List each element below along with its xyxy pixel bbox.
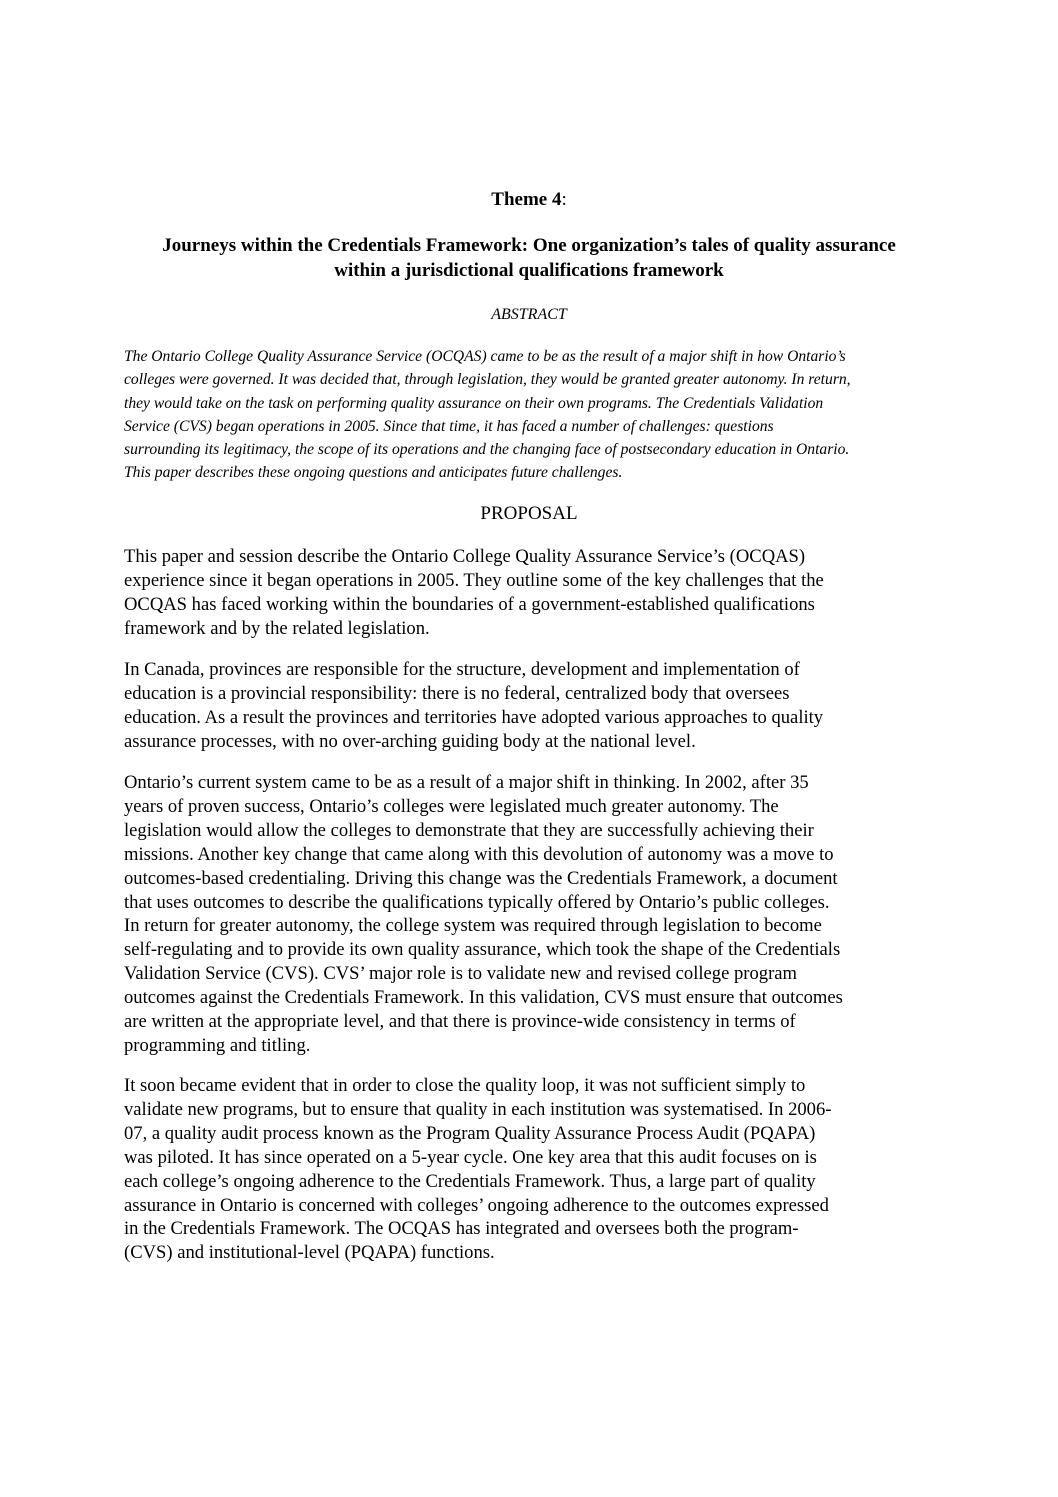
paragraph-line: outcomes against the Credentials Framework. In this validation, CVS must ensure that outcomes (124, 987, 843, 1009)
paragraph-line: outcomes-based credentialing. Driving this change was the Credentials Framework, a document (124, 867, 838, 889)
title-line: within a jurisdictional qualifications framework (334, 260, 724, 281)
paragraph-line: education is a provincial responsibility: there is no federal, centralized body that oversees (124, 682, 790, 704)
paragraph-line: years of proven success, Ontario’s colleges were legislated much greater autonomy. The (124, 795, 779, 817)
theme-label: Theme 4 (491, 189, 562, 210)
theme-suffix: : (561, 189, 567, 210)
proposal-heading: PROPOSAL (480, 503, 578, 524)
paragraph-line: OCQAS has faced working within the boundaries of a government-established qualifications (124, 593, 815, 615)
body-paragraph (124, 1074, 954, 1265)
abstract-line: This paper describes these ongoing questions and anticipates future challenges. (124, 464, 623, 482)
paragraph-line: In return for greater autonomy, the college system was required through legislation to become (124, 915, 822, 937)
paragraph-line: This paper and session describe the Ontario College Quality Assurance Service’s (OCQAS) (124, 546, 806, 567)
body-paragraph (124, 658, 954, 754)
abstract-line: they would take on the task on performing quality assurance on their own programs. The Credentials Validation (124, 394, 824, 412)
paragraph-line: that uses outcomes to describe the qualifications typically offered by Ontario’s public colleges. (124, 891, 830, 913)
paragraph-line: legislation would allow the colleges to demonstrate that they are successfully achieving their (124, 819, 814, 841)
paragraph-line: in the Credentials Framework. The OCQAS has integrated and oversees both the program- (124, 1218, 799, 1240)
paragraph-line: (CVS) and institutional-level (PQAPA) functions. (124, 1242, 495, 1264)
paragraph-line: assurance processes, with no over-arching guiding body at the national level. (124, 730, 696, 752)
body-paragraph (124, 771, 954, 1058)
paragraph-line: was piloted. It has since operated on a 5-year cycle. One key area that this audit focuses on is (124, 1146, 817, 1168)
abstract-line: The Ontario College Quality Assurance Service (OCQAS) came to be as the result of a major shift in how Ontario’s (124, 348, 846, 365)
abstract-body (124, 345, 936, 485)
paragraph-line: It soon became evident that in order to close the quality loop, it was not sufficient simply to (124, 1075, 806, 1096)
paragraph-line: 07, a quality audit process known as the Program Quality Assurance Process Audit (PQAPA) (124, 1122, 816, 1144)
body-paragraph (124, 545, 954, 641)
paragraph-line: education. As a result the provinces and territories have adopted various approaches to quality (124, 706, 824, 728)
abstract-heading: ABSTRACT (491, 306, 567, 323)
paragraph-line: In Canada, provinces are responsible for the structure, development and implementation of (124, 659, 800, 680)
paragraph-line: framework and by the related legislation. (124, 617, 430, 639)
theme-heading (0, 188, 1058, 212)
paragraph-line: Validation Service (CVS). CVS’ major role is to validate new and revised college program (124, 963, 797, 985)
paragraph-line: validate new programs, but to ensure that quality in each institution was systematised. In 2006- (124, 1098, 832, 1120)
abstract-line: colleges were governed. It was decided that, through legislation, they would be granted greater autonomy. In return, (124, 371, 851, 389)
paragraph-line: each college’s ongoing adherence to the Credentials Framework. Thus, a large part of quality (124, 1170, 816, 1192)
paragraph-line: missions. Another key change that came along with this devolution of autonomy was a move to (124, 843, 834, 865)
paragraph-line: are written at the appropriate level, and that there is province-wide consistency in terms of (124, 1011, 796, 1033)
paragraph-line: self-regulating and to provide its own quality assurance, which took the shape of the Credentials (124, 939, 841, 961)
abstract-line: surrounding its legitimacy, the scope of its operations and the changing face of postsecondary education in Ontario. (124, 441, 850, 459)
paragraph-line: assurance in Ontario is concerned with colleges’ ongoing adherence to the outcomes expressed (124, 1194, 829, 1216)
paragraph-line: experience since it began operations in 2005. They outline some of the key challenges that the (124, 569, 824, 591)
abstract-line: Service (CVS) began operations in 2005. Since that time, it has faced a number of challenges: questions (124, 417, 774, 435)
document-title (110, 233, 948, 283)
paragraph-line: programming and titling. (124, 1034, 311, 1056)
title-line: Journeys within the Credentials Framework: One organization’s tales of quality assurance (162, 235, 896, 256)
paragraph-line: Ontario’s current system came to be as a result of a major shift in thinking. In 2002, after 35 (124, 772, 809, 793)
